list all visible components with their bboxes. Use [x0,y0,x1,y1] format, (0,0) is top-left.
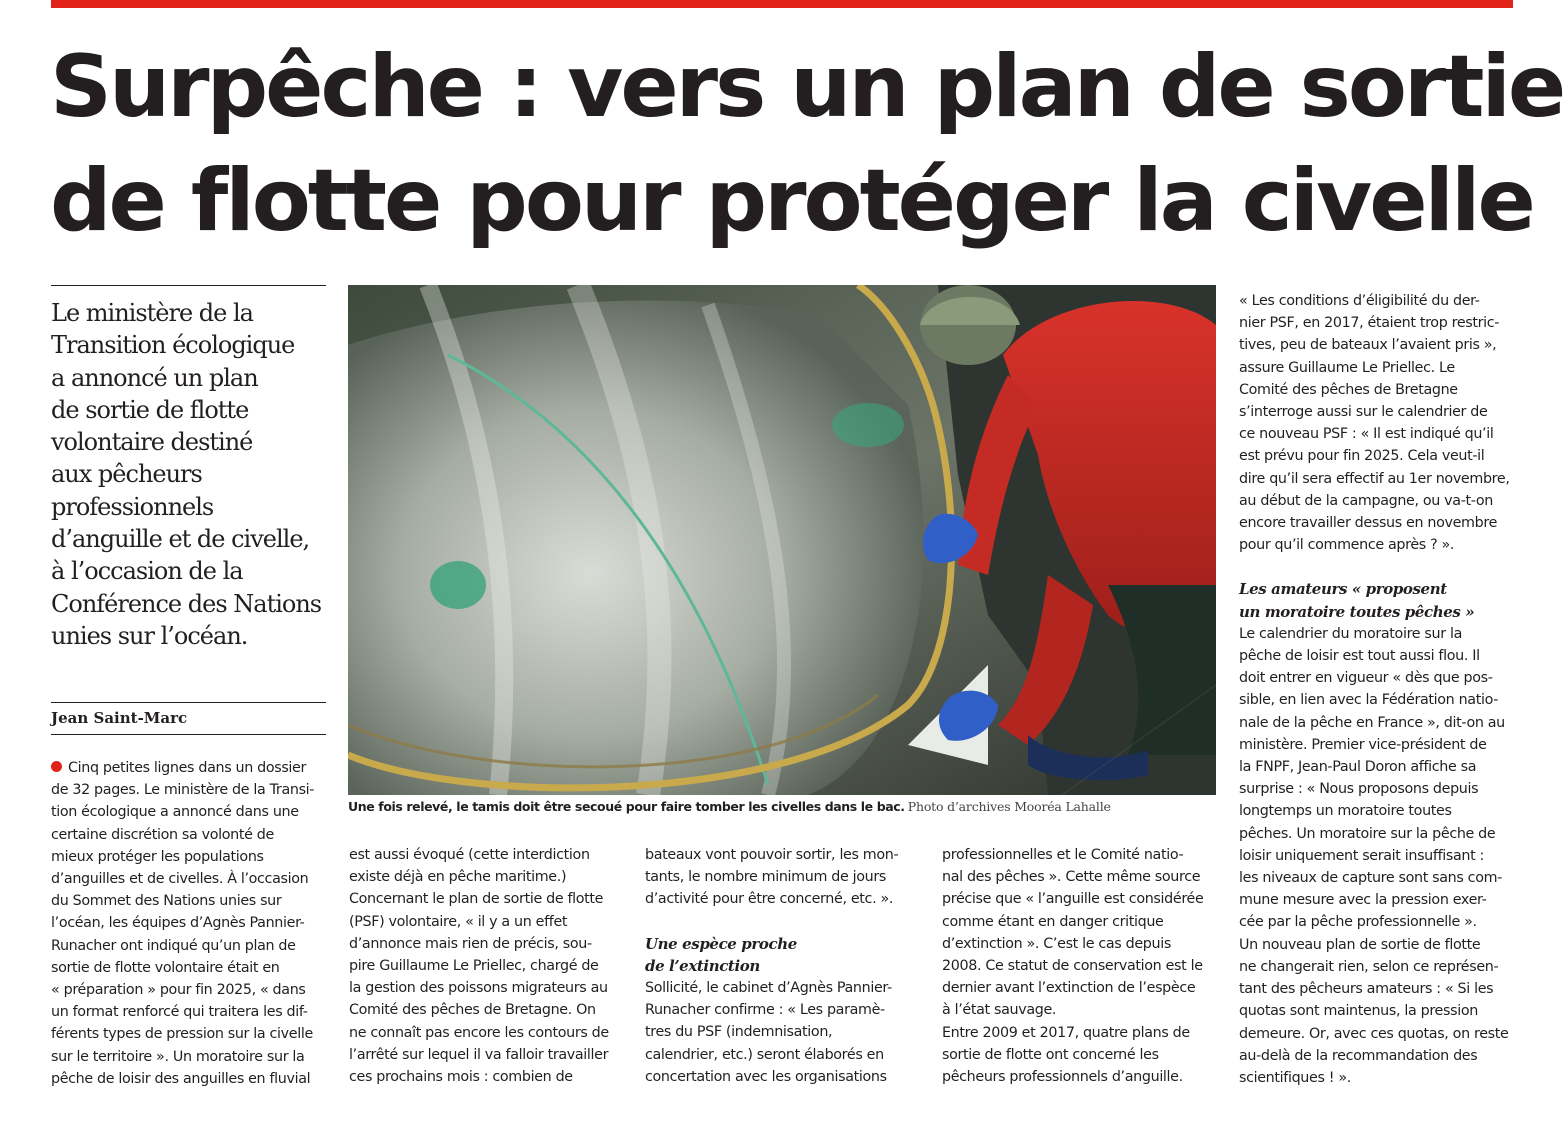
column-5-line: scientifiques ! ». [1239,1069,1351,1086]
column-5-line: Comité des pêches de Bretagne [1239,381,1458,398]
caption-text: Une fois relevé, le tamis doit être secoué pour faire tomber les civelles dans le bac. [348,799,905,814]
column-1-line: mieux protéger les populations [51,848,264,865]
column-1-line: Runacher ont indiqué qu’un plan de [51,937,296,954]
paragraph-spacer [645,911,920,933]
column-5-line: longtemps un moratoire toutes [1239,803,1452,820]
headline-line-1: Surpêche : vers un plan de sortie [50,37,1564,137]
column-4-line: comme étant en danger critique [942,913,1164,930]
column-4-line: pêcheurs professionnels d’anguille. [942,1069,1183,1086]
column-4-line: professionnelles et le Comité natio- [942,847,1184,863]
column-1-line: sortie de flotte volontaire était en [51,959,280,976]
lead-line: professionnels [51,492,214,521]
column-4-line: Entre 2009 et 2017, quatre plans de [942,1024,1190,1041]
byline-bottom-rule [51,734,326,735]
column-2-line: la gestion des poissons migrateurs au [349,980,608,997]
lead-paragraph [51,297,326,652]
column-3-line: Runacher confirme : « Les paramè- [645,1002,885,1019]
article-column-3 [645,844,920,1088]
column-5-line: cée par la pêche professionnelle ». [1239,914,1477,931]
lead-line: Transition écologique [51,331,295,360]
article-photo [348,285,1216,795]
column-5-line: mune mesure avec la pression exer- [1239,892,1487,909]
lead-line: à l’occasion de la [51,557,243,586]
article-column-2 [349,844,623,1088]
column-4-line: à l’état sauvage. [942,1002,1057,1019]
column-5-line: pêches. Un moratoire sur la pêche de [1239,825,1496,842]
column-3-line: bateaux vont pouvoir sortir, les mon- [645,847,899,863]
column-5-line: demeure. Or, avec ces quotas, on reste [1239,1025,1509,1042]
column-1-line: « préparation » pour fin 2025, « dans [51,982,306,999]
column-2-line: Concernant le plan de sortie de flotte [349,891,604,908]
lead-line: de sortie de flotte [51,395,249,424]
paragraph-spacer [1239,556,1514,578]
column-1-line: d’anguilles et de civelles. À l’occasion [51,871,309,888]
column-5-line: pêche de loisir est tout aussi flou. Il [1239,648,1480,665]
column-5-line: ce nouveau PSF : « Il est indiqué qu’il [1239,426,1494,443]
column-5-line: nier PSF, en 2017, étaient trop restric- [1239,315,1500,332]
column-5-line: quotas sont maintenus, la pression [1239,1003,1478,1020]
lead-line: Le ministère de la [51,299,253,327]
lead-top-rule [51,285,326,286]
column-5-line: dire qu’il sera effectif au 1er novembre, [1239,470,1510,487]
column-3-line: d’activité pour être concerné, etc. ». [645,891,894,908]
column-3-line: tants, le nombre minimum de jours [645,869,886,886]
subheading-line: Une espèce proche [645,934,797,953]
column-4-line: 2008. Ce statut de conservation est le [942,958,1203,975]
column-1-line: férents types de pression sur la civelle [51,1026,313,1043]
column-1-line: du Sommet des Nations unies sur [51,893,282,910]
column-5-line: la FNPF, Jean-Paul Doron affiche sa [1239,759,1477,776]
column-4-line: nal des pêches ». Cette même source [942,869,1201,886]
lead-line: a annoncé un plan [51,363,258,392]
column-2-line: Comité des pêches de Bretagne. On [349,1002,596,1019]
column-3-line: tres du PSF (indemnisation, [645,1024,833,1041]
column-5-line: surprise : « Nous proposons depuis [1239,781,1479,798]
column-2-line: ces prochains mois : combien de [349,1069,573,1086]
column-4-line: précise que « l’anguille est considérée [942,891,1204,908]
column-1-line: un format renforcé qui traitera les dif- [51,1004,308,1021]
subheading-line: Les amateurs « proposent [1239,580,1447,599]
headline [50,30,1564,258]
column-5-line: ne changerait rien, selon ce représen- [1239,958,1499,975]
column-2-line: d’annonce mais rien de précis, sou- [349,935,592,952]
column-5-line: au début de la campagne, ou va-t-on [1239,492,1493,509]
column-3-line: calendrier, etc.) seront élaborés en [645,1046,884,1063]
column-5-line: encore travailler dessus en novembre [1239,515,1498,532]
subheading-line: de l’extinction [645,956,760,975]
column-5-line: loisir uniquement serait insuffisant : [1239,847,1485,864]
headline-line-2: de flotte pour protéger la civelle [50,151,1533,251]
lead-line: aux pêcheurs [51,460,202,489]
column-1-line: certaine discrétion sa volonté de [51,826,274,843]
red-bullet-icon [51,761,62,772]
column-5-line: doit entrer en vigueur « dès que pos- [1239,670,1493,687]
column-5-line: « Les conditions d’éligibilité du der- [1239,293,1480,309]
column-5-line: pour qu’il commence après ? ». [1239,537,1455,554]
byline: Jean Saint-Marc [51,709,188,727]
text-line-content: Cinq petites lignes dans un dossier [68,760,307,776]
column-2-line: est aussi évoqué (cette interdiction [349,847,590,863]
column-3-line: Sollicité, le cabinet d’Agnès Pannier- [645,980,892,997]
column-4-line: sortie de flotte ont concerné les [942,1046,1159,1063]
lead-line: volontaire destiné [51,428,253,457]
column-2-line: pire Guillaume Le Priellec, chargé de [349,958,599,975]
article-column-5 [1239,290,1514,1089]
column-1-line: tion écologique a annoncé dans une [51,804,299,821]
column-2-line: (PSF) volontaire, « il y a un effet [349,913,568,930]
column-5-line: Un nouveau plan de sortie de flotte [1239,936,1481,953]
lead-line: unies sur l’océan. [51,621,248,650]
column-5-line: s’interroge aussi sur le calendrier de [1239,404,1488,421]
article-column-4 [942,844,1217,1088]
column-1-line: sur le territoire ». Un moratoire sur la [51,1048,305,1065]
column-5-line: les niveaux de capture sont sans com- [1239,870,1502,887]
column-1-line [51,757,327,779]
top-red-bar [51,0,1513,8]
byline-top-rule [51,702,326,703]
column-4-line: dernier avant l’extinction de l’espèce [942,980,1196,997]
photo-credit: Photo d’archives Mooréa Lahalle [907,799,1111,814]
column-5-line: tives, peu de bateaux l’avaient pris », [1239,337,1497,354]
column-1-line: pêche de loisir des anguilles en fluvial [51,1070,311,1087]
column-3-line: concertation avec les organisations [645,1068,887,1085]
article-column-1 [51,757,327,1090]
column-5-line: Le calendrier du moratoire sur la [1239,625,1462,642]
column-5-line: ministère. Premier vice-président de [1239,736,1487,753]
column-5-line: sible, en lien avec la Fédération natio- [1239,692,1499,709]
photo-caption [348,797,1248,817]
lead-line: Conférence des Nations [51,589,322,618]
column-1-line: de 32 pages. Le ministère de la Transi- [51,782,315,799]
column-2-line: ne connaît pas encore les contours de [349,1024,609,1041]
column-5-line: nale de la pêche en France », dit-on au [1239,714,1505,731]
subheading-line: un moratoire toutes pêches » [1239,602,1475,621]
column-1-line: l’océan, les équipes d’Agnès Pannier- [51,915,305,932]
column-5-line: assure Guillaume Le Priellec. Le [1239,359,1455,376]
column-5-line: est prévu pour fin 2025. Cela veut-il [1239,448,1485,465]
lead-line: d’anguille et de civelle, [51,525,310,554]
column-5-line: tant des pêcheurs amateurs : « Si les [1239,981,1494,998]
column-2-line: existe déjà en pêche maritime.) [349,869,567,886]
column-4-line: d’extinction ». C’est le cas depuis [942,935,1171,952]
column-5-line: au-delà de la recommandation des [1239,1047,1478,1064]
column-2-line: l’arrêté sur lequel il va falloir travailler [349,1046,609,1063]
